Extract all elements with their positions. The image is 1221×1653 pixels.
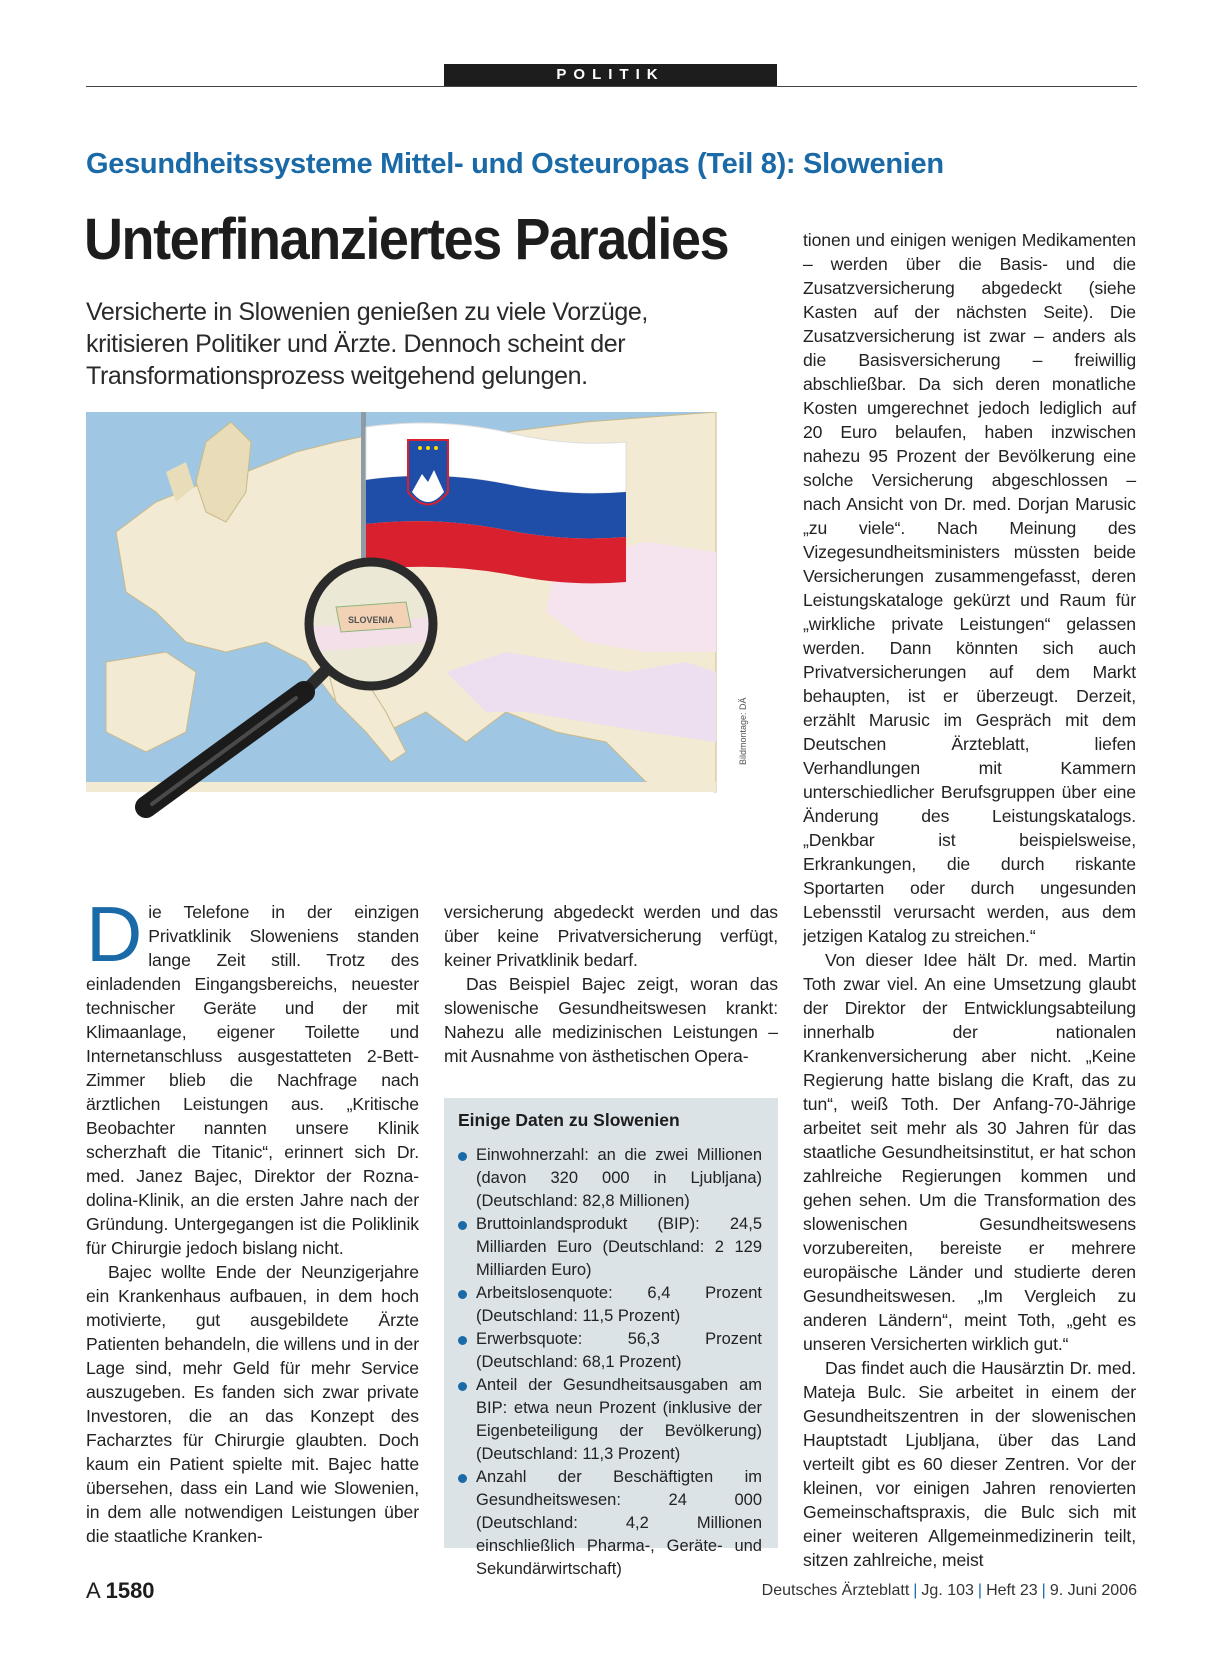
fact-item	[456, 1328, 762, 1374]
fact-item	[456, 1466, 762, 1581]
separator: |	[1041, 1582, 1046, 1599]
fact-text: Arbeitslosenquote: 6,4 Prozent (Deutschland: 11,5 Prozent)	[476, 1284, 762, 1325]
separator: |	[977, 1582, 983, 1599]
drop-cap: D	[86, 890, 143, 978]
bullet-icon	[458, 1382, 467, 1391]
fact-text: Einwohnerzahl: an die zwei Millionen (davon 320 000 in Ljubljana) (Deutschland: 82,8 Millionen)	[476, 1146, 762, 1210]
paragraph: Das Beispiel Bajec zeigt, woran das slowenische Gesundheitswesen krankt: Nahezu alle medizinischen Leistungen – mit Ausnahme von ästhetischen Opera-	[444, 974, 778, 1066]
fact-text: Anteil der Gesundheitsausgaben am BIP: etwa neun Prozent (inklusive der Eigenbeteiligung der Bevölkerung) (Deutschland: 11,3 Prozent)	[476, 1376, 762, 1463]
paragraph: versicherung abgedeckt werden und das über keine Privatversicherung verfügt, keiner Privatklinik bedarf.	[444, 902, 778, 970]
article-lead: Versicherte in Slowenien genießen zu viele Vorzüge, kritisieren Politiker und Ärzte. Dennoch scheint der Transformationsprozess weitgehend gelungen.	[86, 298, 648, 390]
bullet-icon	[458, 1336, 467, 1345]
column-3	[803, 228, 1136, 1572]
facts-box-title: Einige Daten zu Slowenien	[458, 1110, 680, 1130]
slovenian-flag	[366, 423, 626, 583]
facts-box	[444, 1098, 778, 1578]
page-number	[86, 1578, 155, 1604]
separator: |	[913, 1582, 918, 1599]
article-headline: Unterfinanziertes Paradies	[84, 207, 729, 272]
map-flag-magnifier-illustration	[86, 412, 736, 872]
paragraph	[86, 890, 419, 1260]
paragraph: Von dieser Idee hält Dr. med. Martin Toth zwar viel. An eine Umsetzung glaubt der Direktor der Entwicklungsabteilung innerhalb der nationalen Krankenversicherung aber nicht. „Keine Regierung hatte bislang die Kraft, das zu tun“, weiß Toth. Der Anfang-70-Jährige arbeitet seit mehr als 30 Jahren für das staatliche Gesundheitsinstitut, er hat schon zahlreiche Regierungen kommen und gehen sehen. Um die Transformation des slowenischen Gesundheitswesens vorzubereiten, bereiste er mehrere europäische Länder und studierte deren Gesundheitswesen. „Im Vergleich zu anderen Ländern“, meint Toth, „geht es unseren Versicherten wirklich gut.“	[803, 950, 1136, 1354]
fact-text: Anzahl der Beschäftigten im Gesundheitswesen: 24 000 (Deutschland: 4,2 Millionen einschließlich Pharma-, Geräte- und Sekundärwirtschaft)	[476, 1468, 762, 1578]
bullet-icon	[458, 1474, 467, 1483]
bullet-icon	[458, 1290, 467, 1299]
paragraph: Bajec wollte Ende der Neunzigerjahre ein Krankenhaus aufbauen, in dem hoch motivierte, gut ausgebildete Ärzte Patienten behandeln, die willens und in der Lage sind, mehr Geld für mehr Service auszugeben. Es fanden sich zwar private Investoren, die an das Konzept des Facharztes für Chirurgie glaubten. Doch kaum ein Patient spielte mit. Bajec hatte übersehen, dass ein Land wie Slowenien, in dem alle notwendigen Leistungen über die staatliche Kranken-	[86, 1262, 419, 1546]
fact-text: Erwerbsquote: 56,3 Prozent (Deutschland: 68,1 Prozent)	[476, 1330, 762, 1371]
fact-item	[456, 1282, 762, 1328]
page-number-value: 1580	[105, 1578, 155, 1603]
fact-text: Bruttoinlandsprodukt (BIP): 24,5 Milliarden Euro (Deutschland: 2 129 Milliarden Euro)	[476, 1215, 762, 1279]
paragraph: tionen und einigen wenigen Medikamenten – werden über die Basis- und die Zusatzversicherung abgedeckt (siehe Kasten auf der nächsten Seite). Die Zusatzversicherung ist zwar – anders als die Basisversicherung – freiwillig abschließbar. Da sich deren monatliche Kosten umgerechnet jedoch lediglich auf 20 Euro belaufen, haben inzwischen nahezu 95 Prozent der Bevölkerung eine solche Versicherung abgeschlossen – nach Ansicht von Dr. med. Dorjan Marusic „zu viele“. Nach Meinung des Vizegesundheitsministers müssten beide Versicherungen zusammengefasst, deren Leistungskataloge gekürzt und Raum für „wirkliche private Leistungen“ gelassen werden. Dann könnten sich auch Privatversicherungen auf dem Markt behaupten, ist er überzeugt. Derzeit, erzählt Marusic im Gespräch mit dem Deutschen Ärzteblatt, liefen Verhandlungen mit Kammern unterschiedlicher Berufsgruppen über eine Änderung des Leistungskatalogs. „Denkbar ist beispielsweise, Erkrankungen, die durch riskante Sportarten oder durch ungesunden Lebensstil verursacht werden, aus dem jetzigen Katalog zu streichen.“	[803, 230, 1136, 946]
bullet-icon	[458, 1221, 467, 1230]
paragraph: Das findet auch die Hausärztin Dr. med. Mateja Bulc. Sie arbeitet in einem der Gesundheitszentren in der slowenischen Hauptstadt Ljubljana, über das Land verteilt gibt es 60 dieser Zentren. Vor der kleinen, vor einigen Jahren renovierten Gemeinschaftspraxis, die Bulc sich mit einer weiteren Allgemeinmedizinerin teilt, sitzen zahlreiche, meist	[803, 1358, 1136, 1570]
flagpole	[361, 412, 366, 582]
journal-info	[762, 1582, 1137, 1600]
article-kicker: Gesundheitssysteme Mittel- und Osteuropas (Teil 8): Slowenien	[86, 148, 944, 180]
header-rule	[86, 86, 1137, 87]
journal-name: Deutsches Ärzteblatt	[761, 1582, 910, 1599]
journal-volume: Jg. 103	[921, 1582, 974, 1599]
article-image	[86, 412, 736, 872]
fact-item	[456, 1144, 762, 1213]
journal-issue: Heft 23	[986, 1582, 1038, 1599]
fact-item	[456, 1213, 762, 1282]
facts-list	[456, 1144, 762, 1581]
fact-item	[456, 1374, 762, 1466]
column-1	[86, 890, 419, 1548]
section-tag: POLITIK	[444, 64, 777, 86]
journal-date: 9. Juni 2006	[1049, 1582, 1137, 1599]
paragraph-text: ie Telefone in der einzigen Privatklinik Sloweniens standen lange Zeit still. Trotz des einladenden Eingangsbereichs, neuester technischer Geräte und der mit Klimaanlage, eigener Toilette und Internetanschluss ausgestatteten 2-Bett-Zimmer blieb die Nachfrage nach ärztlichen Leistungen aus. „Kritische Beobachter nannten unsere Klinik scherzhaft die Titanic“, erinnert sich Dr. med. Janez Bajec, Direktor der Rozna-dolina-Klinik, an die ersten Jahre nach der Gründung. Untergegangen ist die Poliklinik für Chirurgie jedoch bislang nicht.	[86, 902, 419, 1258]
bullet-icon	[458, 1152, 467, 1161]
column-2	[444, 900, 778, 1068]
image-credit: Bildmontage: DÄ	[738, 697, 748, 765]
page-prefix: A	[86, 1578, 100, 1603]
